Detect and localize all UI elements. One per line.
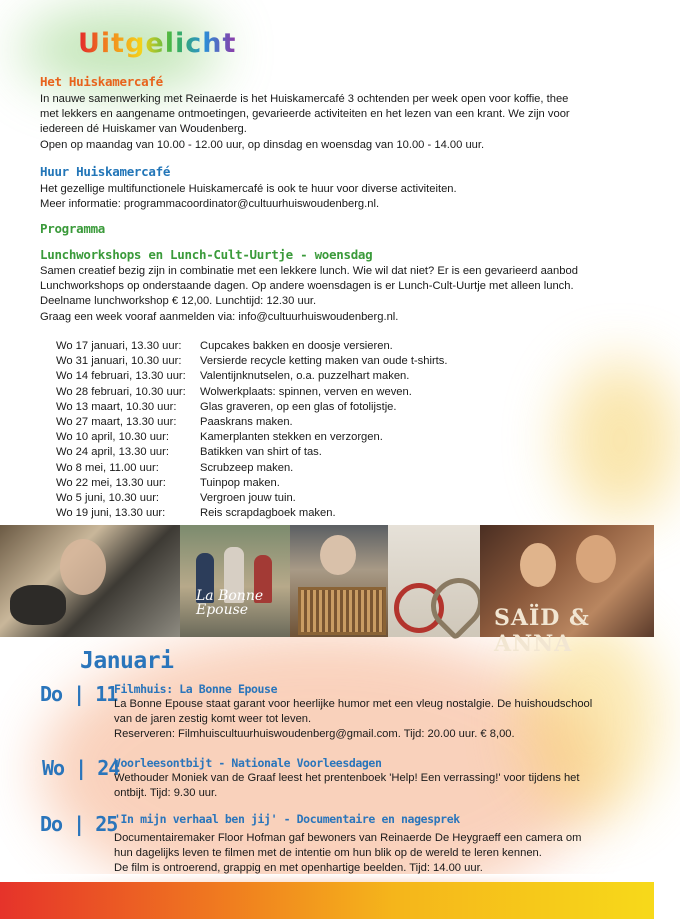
text-line: In nauwe samenwerking met Reinaerde is het Huiskamercafé 3 ochtenden per week open voor koffie, thee	[40, 93, 569, 105]
text-line: Open op maandag van 10.00 - 12.00 uur, op dinsdag en woensdag van 10.00 - 14.00 uur.	[40, 138, 485, 151]
yellow-splash-decoration	[560, 360, 680, 520]
schedule-activity: Cupcakes bakken en doosje versieren.	[200, 340, 393, 352]
schedule-row	[56, 354, 448, 369]
photo-la-bonne-epouse-poster	[180, 525, 290, 637]
programma-heading: Programma	[40, 221, 106, 236]
photo-strip	[0, 525, 654, 657]
text-line: met lekkers en aangename ontmoetingen, gevarieerde activiteiten en het lezen van een krant. We zijn voor	[40, 108, 570, 121]
huur-text	[40, 182, 630, 212]
schedule-row	[56, 461, 448, 476]
photo-filming-people	[0, 525, 180, 637]
text-line: van de jaren zestig komt weer tot leven.	[114, 713, 312, 725]
schedule-activity: Wolwerkplaats: spinnen, verven en weven.	[200, 385, 412, 398]
text-line: Reserveren: Filmhuiscultuurhuiswoudenberg@gmail.com. Tijd: 20.00 uur. € 8,00.	[114, 728, 515, 740]
schedule-activity: Scrubzeep maken.	[200, 461, 294, 474]
schedule-row	[56, 400, 448, 415]
text-line: iedereen dé Huiskamer van Woudenberg.	[40, 123, 247, 136]
schedule-date: Wo 5 juni, 10.30 uur:	[56, 492, 160, 505]
schedule-date: Wo 10 april, 10.30 uur:	[56, 431, 169, 444]
huiskamercafe-text	[40, 92, 630, 153]
schedule-activity: Glas graveren, op een glas of fotolijstje.	[200, 400, 397, 413]
text-line: Wethouder Moniek van de Graaf leest het prentenboek 'Help! Een verrassing!' voor tijdens het	[114, 772, 580, 784]
schedule-row	[56, 476, 448, 491]
schedule-row	[56, 506, 448, 521]
face-shape	[60, 539, 106, 595]
schedule-row	[56, 369, 448, 384]
schedule-row	[56, 339, 448, 354]
schedule-date: Wo 24 april, 13.30 uur:	[56, 446, 169, 459]
schedule-date: Wo 17 januari, 13.30 uur:	[56, 340, 182, 352]
event-description	[114, 771, 639, 801]
text-line: De film is ontroerend, grappig en met openhartige beelden. Tijd: 14.00 uur.	[114, 862, 483, 874]
event-title: Voorleesontbijt - Nationale Voorleesdagen	[114, 756, 382, 770]
text-line: Graag een week vooraf aanmelden via: info@cultuurhuiswoudenberg.nl.	[40, 310, 399, 323]
event-description	[114, 831, 639, 876]
event-title: Filmhuis: La Bonne Epouse	[114, 682, 278, 696]
huur-heading: Huur Huiskamercafé	[40, 164, 171, 179]
schedule-activity: Kamerplanten stekken en verzorgen.	[200, 431, 383, 444]
event-description	[114, 697, 639, 742]
text-line: Meer informatie: programmacoordinator@cultuurhuiswoudenberg.nl.	[40, 198, 380, 211]
schedule-activity: Paaskrans maken.	[200, 416, 293, 429]
photo-weaving-loom	[290, 525, 388, 637]
poster-title: SAÏD & ANNA	[494, 605, 590, 657]
schedule-row	[56, 385, 448, 400]
face-shape	[320, 535, 356, 575]
camera-shape	[10, 585, 66, 625]
schedule-row	[56, 430, 448, 445]
text-line: Documentairemaker Floor Hofman gaf bewoners van Reinaerde De Heygraeff een camera om	[114, 832, 582, 844]
lunchworkshops-heading: Lunchworkshops en Lunch-Cult-Uurtje - woensdag	[40, 247, 373, 262]
schedule-row	[56, 491, 448, 506]
schedule-activity: Versierde recycle ketting maken van oude t-shirts.	[200, 355, 448, 368]
face-shape	[576, 535, 616, 583]
workshop-schedule	[56, 339, 448, 521]
schedule-date: Wo 19 juni, 13.30 uur:	[56, 507, 166, 520]
month-heading: Januari	[80, 648, 174, 674]
footer-color-bar	[0, 882, 654, 919]
event-date: Wo | 24	[42, 756, 120, 780]
schedule-row	[56, 445, 448, 460]
poster-title: La Bonne Epouse	[196, 588, 264, 618]
schedule-date: Wo 27 maart, 13.30 uur:	[56, 416, 177, 429]
schedule-activity: Batikken van shirt of tas.	[200, 446, 322, 459]
text-line: ontbijt. Tijd: 9.30 uur.	[114, 787, 218, 799]
schedule-date: Wo 31 januari, 10.30 uur:	[56, 355, 182, 368]
photo-wreaths	[388, 525, 480, 637]
photo-said-anna	[480, 525, 654, 657]
text-line: La Bonne Epouse staat garant voor heerlijke humor met een vleug nostalgie. De huishoudschool	[114, 698, 593, 710]
schedule-activity: Reis scrapdagboek maken.	[200, 507, 336, 520]
page-title: Uitgelicht	[78, 28, 237, 59]
loom-shape	[298, 587, 386, 635]
schedule-date: Wo 14 februari, 13.30 uur:	[56, 370, 186, 383]
event-title: 'In mijn verhaal ben jij' - Documentaire en nagesprek	[114, 812, 460, 826]
schedule-date: Wo 22 mei, 13.30 uur:	[56, 476, 166, 489]
schedule-row	[56, 415, 448, 430]
schedule-activity: Valentijnknutselen, o.a. puzzelhart maken.	[200, 370, 410, 383]
huiskamercafe-heading: Het Huiskamercafé	[40, 74, 163, 89]
schedule-activity: Tuinpop maken.	[200, 476, 280, 489]
text-line: hun dagelijks leven te filmen met de intentie om hun blik op de wereld te leren kennen.	[114, 847, 542, 859]
text-line: Lunchworkshops op onderstaande dagen. Op andere woensdagen is er Lunch-Cult-Uurtje met alleen lunch.	[40, 280, 574, 293]
schedule-date: Wo 28 februari, 10.30 uur:	[56, 385, 186, 398]
schedule-date: Wo 13 maart, 10.30 uur:	[56, 400, 177, 413]
event-date: Do | 25	[40, 812, 118, 836]
text-line: Samen creatief bezig zijn in combinatie met een lekkere lunch. Wie wil dat niet? Er is een gevarieerd aanbod	[40, 265, 578, 277]
lunchworkshops-text	[40, 264, 630, 325]
text-line: Deelname lunchworkshop € 12,00. Lunchtijd: 12.30 uur.	[40, 295, 317, 308]
schedule-date: Wo 8 mei, 11.00 uur:	[56, 461, 159, 474]
text-line: Het gezellige multifunctionele Huiskamercafé is ook te huur voor diverse activiteiten.	[40, 183, 457, 195]
event-date: Do | 11	[40, 682, 118, 706]
face-shape	[520, 543, 556, 587]
schedule-activity: Vergroen jouw tuin.	[200, 492, 296, 505]
